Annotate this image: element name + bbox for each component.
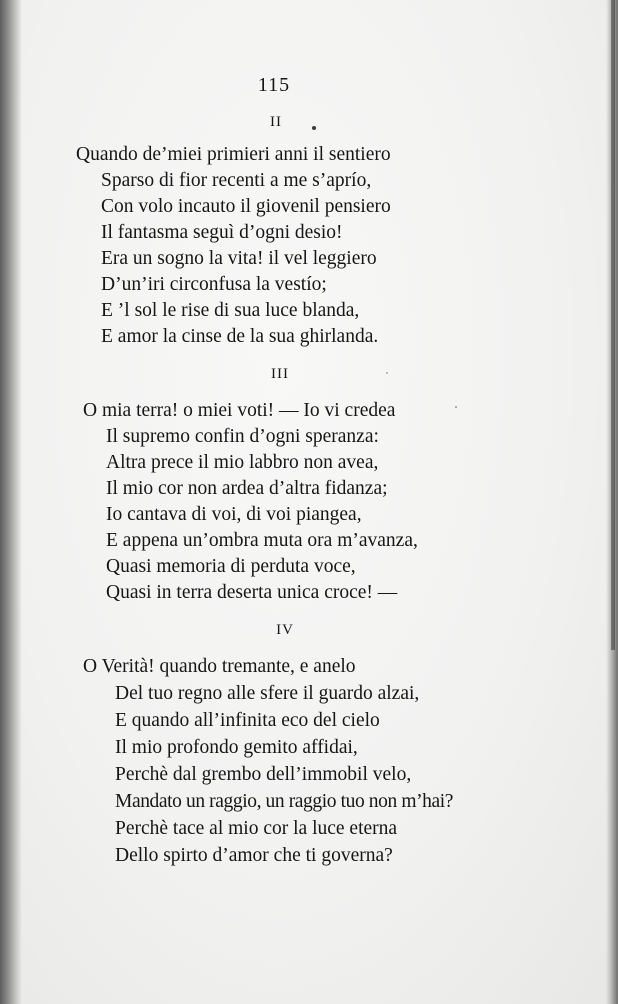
verse-line: Quasi in terra deserta unica croce! — (106, 582, 398, 603)
verse-line: Quasi memoria di perduta voce, (106, 556, 356, 577)
stanza-numeral: III (271, 366, 289, 382)
verse-line: Del tuo regno alle sfere il guardo alzai, (115, 683, 420, 704)
page-edge-bar (611, 0, 615, 650)
verse-line: E amor la cinse de la sua ghirlanda. (101, 326, 379, 347)
verse-line: Era un sogno la vita! il vel leggiero (101, 248, 377, 269)
stanza-numeral: IV (276, 622, 294, 638)
verse-line: Io cantava di voi, di voi piangea, (106, 504, 362, 525)
verse-line: O mia terra! o miei voti! — Io vi credea (83, 400, 396, 421)
verse-line: Il fantasma seguì d’ogni desio! (101, 222, 343, 243)
verse-line: Perchè dal grembo dell’immobil velo, (115, 764, 412, 785)
verse-line: Il supremo confin d’ogni speranza: (106, 426, 379, 447)
verse-line: Perchè tace al mio cor la luce eterna (115, 818, 398, 839)
verse-line: Il mio profondo gemito affidai, (115, 737, 358, 758)
verse-line: D’un’iri circonfusa la vestío; (101, 274, 327, 295)
page-number: 115 (257, 74, 291, 96)
verse-line: E appena un’ombra muta ora m’avanza, (106, 530, 418, 551)
verse-line: Con volo incauto il giovenil pensiero (101, 196, 391, 217)
verse-line: Il mio cor non ardea d’altra fidanza; (106, 478, 388, 499)
verse-line: E ’l sol le rise di sua luce blanda, (101, 300, 360, 321)
verse-line: Altra prece il mio labbro non avea, (106, 452, 379, 473)
stanza-numeral: II (270, 114, 282, 130)
verse-line: E quando all’infinita eco del cielo (115, 710, 380, 731)
ink-speck (455, 406, 457, 408)
verse-line: Sparso di fior recenti a me s’aprío, (101, 170, 372, 191)
verse-line: Quando de’miei primieri anni il sentiero (76, 144, 391, 165)
verse-line: O Verità! quando tremante, e anelo (83, 656, 356, 677)
verse-line: Mandato un raggio, un raggio tuo non m’hai? (115, 791, 454, 812)
verse-line: Dello spirto d’amor che ti governa? (115, 845, 393, 866)
book-binding-shadow (0, 0, 22, 1004)
